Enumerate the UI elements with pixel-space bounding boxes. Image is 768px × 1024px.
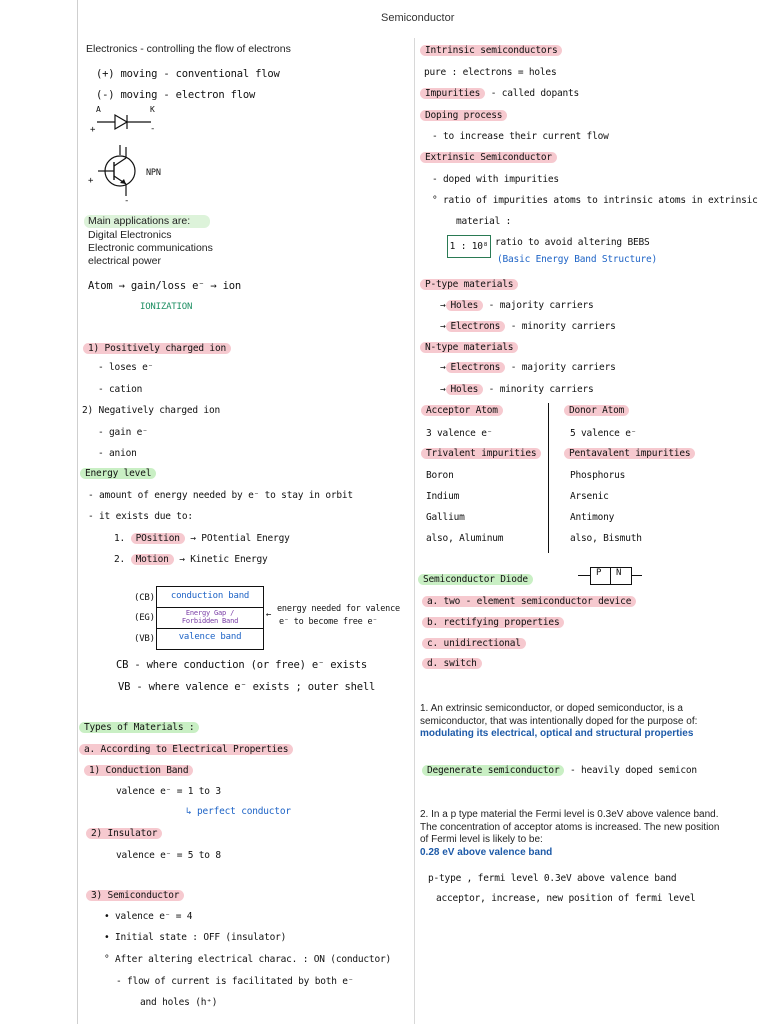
impurities-divider — [548, 403, 549, 553]
diode-plus-label: + — [90, 125, 96, 135]
pentavalent-heading — [564, 448, 695, 459]
fermi-note-line1: p-type , fermi level 0.3eV above valence band — [428, 873, 677, 884]
flow-positive: (+) moving - conventional flow — [96, 68, 280, 80]
diode-point-b — [422, 617, 564, 628]
degenerate-line — [422, 765, 697, 776]
insulator-valence: valence e⁻ = 5 to 8 — [116, 850, 221, 861]
band-note-line2: e⁻ to become free e⁻ — [279, 617, 378, 627]
p-electrons-line — [440, 321, 616, 332]
ratio-note: ratio to avoid altering BEBS — [495, 237, 650, 248]
conduction-valence: valence e⁻ = 1 to 3 — [116, 786, 221, 797]
pentavalent-item: Antimony — [570, 512, 615, 523]
npn-plus-label: + — [88, 176, 94, 186]
donor-text: Donor Atom — [564, 405, 629, 416]
p-electrons-arrow: → — [440, 321, 446, 332]
doping-purpose: - to increase their current flow — [432, 131, 609, 142]
positive-ion-text: 1) Positively charged ion — [83, 343, 231, 354]
position-line — [114, 533, 290, 544]
trivalent-item: Indium — [426, 491, 460, 502]
pentavalent-item: Arsenic — [570, 491, 609, 502]
conduction-band-text: 1) Conduction Band — [84, 765, 193, 776]
n-electrons-line — [440, 362, 616, 373]
cb-definition: CB - where conduction (or free) e⁻ exists — [116, 659, 367, 671]
diode-point-d — [422, 658, 482, 669]
question-1-line2: semiconductor, that was intentionally doped for the purpose of: — [420, 716, 698, 727]
positive-ion-heading — [83, 343, 231, 354]
intrinsic-text: Intrinsic semiconductors — [420, 45, 562, 56]
flow-negative: (-) moving - electron flow — [96, 89, 256, 101]
motion-line — [114, 554, 268, 565]
p-holes-arrow: → — [440, 300, 446, 311]
semiconductor-heading — [86, 890, 184, 901]
cation-label: - cation — [98, 384, 143, 395]
question-1-answer: modulating its electrical, optical and structural properties — [420, 728, 694, 739]
negative-ion-heading: 2) Negatively charged ion — [82, 405, 220, 416]
impurities-line — [420, 88, 579, 99]
bebs-note: (Basic Energy Band Structure) — [497, 254, 658, 265]
band-note-arrow: ← — [266, 610, 272, 620]
diode-point-a-text: a. two - element semiconductor device — [422, 596, 636, 607]
impurities-rest: - called dopants — [490, 88, 580, 99]
diode-point-d-text: d. switch — [422, 658, 482, 669]
extrinsic-heading — [420, 152, 557, 163]
ionization-label: IONIZATION — [140, 302, 193, 312]
left-margin-line — [77, 0, 78, 1024]
diode-minus-label: - — [150, 124, 156, 134]
n-electrons-text: Electrons — [446, 362, 506, 373]
vb-definition: VB - where valence e⁻ exists ; outer shell — [118, 681, 376, 693]
p-electrons-rest: - minority carriers — [510, 321, 616, 332]
semiconductor-point: - flow of current is facilitated by both e⁻ — [116, 976, 354, 987]
semiconductor-point: • Initial state : OFF (insulator) — [104, 932, 287, 943]
page-title: Semiconductor — [381, 12, 455, 24]
acceptor-heading — [421, 405, 503, 416]
semiconductor-point: ° After altering electrical charac. : ON (conductor) — [104, 954, 392, 965]
degenerate-rest: - heavily doped semicon — [570, 765, 697, 776]
p-electrons-text: Electrons — [446, 321, 506, 332]
vb-label: (VB) — [134, 634, 155, 644]
types-electrical-text: a. According to Electrical Properties — [79, 744, 293, 755]
pn-diode-n: N — [616, 568, 622, 578]
conduction-band-cell: conduction band — [170, 591, 250, 601]
p-holes-text: Holes — [446, 300, 484, 311]
anion-label: - anion — [98, 448, 137, 459]
n-holes-text: Holes — [446, 384, 484, 395]
trivalent-item: Boron — [426, 470, 454, 481]
exists-due-to: - it exists due to: — [88, 511, 193, 522]
diode-point-a — [422, 596, 636, 607]
p-type-text: P-type materials — [420, 279, 518, 290]
trivalent-item: Gallium — [426, 512, 465, 523]
n-electrons-rest: - majority carriers — [510, 362, 616, 373]
n-holes-line — [440, 384, 594, 395]
intrinsic-heading — [420, 45, 562, 56]
energy-level-heading — [80, 468, 156, 479]
doping-heading — [420, 110, 507, 121]
types-electrical-heading — [79, 744, 293, 755]
pentavalent-text: Pentavalent impurities — [564, 448, 695, 459]
question-2-line1: 2. In a p type material the Fermi level is 0.3eV above valence band. — [420, 809, 719, 820]
extrinsic-point: - doped with impurities — [432, 174, 559, 185]
n-type-text: N-type materials — [420, 342, 518, 353]
n-electrons-arrow: → — [440, 362, 446, 373]
conduction-band-heading — [84, 765, 193, 776]
trivalent-text: Trivalent impurities — [421, 448, 541, 459]
pentavalent-also: also, Bismuth — [570, 533, 642, 544]
application-item: Electronic communications — [88, 242, 213, 254]
band-note-line1: energy needed for valence — [277, 604, 400, 614]
diode-symbol-icon — [95, 112, 155, 132]
diode-heading-text: Semiconductor Diode — [418, 574, 533, 585]
doping-text: Doping process — [420, 110, 507, 121]
n-holes-rest: - minority carriers — [488, 384, 594, 395]
n-holes-arrow: → — [440, 384, 446, 395]
semiconductor-text: 3) Semiconductor — [86, 890, 184, 901]
semiconductor-point: and holes (h⁺) — [140, 997, 218, 1008]
donor-heading — [564, 405, 629, 416]
cb-label: (CB) — [134, 593, 155, 603]
energy-gap-cell-line2: Forbidden Band — [181, 617, 239, 625]
extrinsic-point: material : — [456, 216, 512, 227]
p-holes-line — [440, 300, 594, 311]
energy-level-text: Energy level — [80, 468, 156, 479]
npn-minus-label: - — [124, 196, 130, 206]
motion-rest: → Kinetic Energy — [179, 554, 268, 565]
pn-diode-symbol — [578, 566, 642, 586]
types-text: Types of Materials : — [79, 722, 199, 733]
motion-number: 2. — [114, 554, 126, 565]
semiconductor-point: • valence e⁻ = 4 — [104, 911, 193, 922]
ratio-box: 1 : 10⁸ — [447, 235, 491, 258]
gain-electron: - gain e⁻ — [98, 427, 148, 438]
application-item: electrical power — [88, 255, 161, 267]
acceptor-text: Acceptor Atom — [421, 405, 503, 416]
p-holes-rest: - majority carriers — [488, 300, 594, 311]
question-2-answer: 0.28 eV above valence band — [420, 847, 553, 858]
n-type-heading — [420, 342, 518, 353]
energy-gap-cell-line1: Energy Gap / — [185, 609, 235, 617]
column-divider — [414, 38, 415, 1024]
question-1-line1: 1. An extrinsic semiconductor, or doped semiconductor, is a — [420, 703, 683, 714]
insulator-heading — [86, 828, 162, 839]
trivalent-heading — [421, 448, 541, 459]
pure-line: pure : electrons = holes — [424, 67, 557, 78]
types-heading — [79, 722, 199, 733]
npn-transistor-icon — [96, 143, 144, 199]
intro-text: Electronics - controlling the flow of electrons — [86, 43, 291, 55]
extrinsic-text: Extrinsic Semiconductor — [420, 152, 557, 163]
question-2-line2: The concentration of acceptor atoms is increased. The new position — [420, 822, 720, 833]
applications-title: Main applications are: — [88, 215, 191, 227]
motion-word: Motion — [131, 554, 174, 565]
donor-valence: 5 valence e⁻ — [570, 428, 637, 439]
application-item: Digital Electronics — [88, 229, 172, 241]
atom-line: Atom → gain/loss e⁻ → ion — [88, 280, 242, 292]
question-2-line3: of Fermi level is likely to be: — [420, 834, 543, 845]
diode-point-b-text: b. rectifying properties — [422, 617, 564, 628]
valence-band-cell: valence band — [178, 632, 242, 642]
position-rest: → POtential Energy — [190, 533, 290, 544]
energy-definition: - amount of energy needed by e⁻ to stay in orbit — [88, 490, 353, 501]
diode-heading — [418, 574, 533, 585]
position-word: POsition — [131, 533, 185, 544]
loses-electron: - loses e⁻ — [98, 362, 154, 373]
eg-label: (EG) — [134, 613, 155, 623]
position-number: 1. — [114, 533, 126, 544]
fermi-note-line2: acceptor, increase, new position of fermi level — [436, 893, 696, 904]
energy-band-diagram — [156, 586, 264, 650]
p-type-heading — [420, 279, 518, 290]
npn-label: NPN — [146, 168, 161, 178]
acceptor-valence: 3 valence e⁻ — [426, 428, 493, 439]
diode-point-c — [422, 638, 526, 649]
diode-point-c-text: c. unidirectional — [422, 638, 526, 649]
trivalent-also: also, Aluminum — [426, 533, 504, 544]
diode-anode-label: A — [96, 105, 101, 114]
extrinsic-point: ° ratio of impurities atoms to intrinsic atoms in extrinsic — [432, 195, 758, 206]
perfect-conductor-note: ↳ perfect conductor — [186, 806, 291, 817]
impurities-text: Impurities — [420, 88, 485, 99]
pn-diode-p: P — [596, 568, 602, 578]
degenerate-text: Degenerate semiconductor — [422, 765, 564, 776]
pentavalent-item: Phosphorus — [570, 470, 626, 481]
insulator-text: 2) Insulator — [86, 828, 162, 839]
diode-cathode-label: K — [150, 105, 155, 114]
